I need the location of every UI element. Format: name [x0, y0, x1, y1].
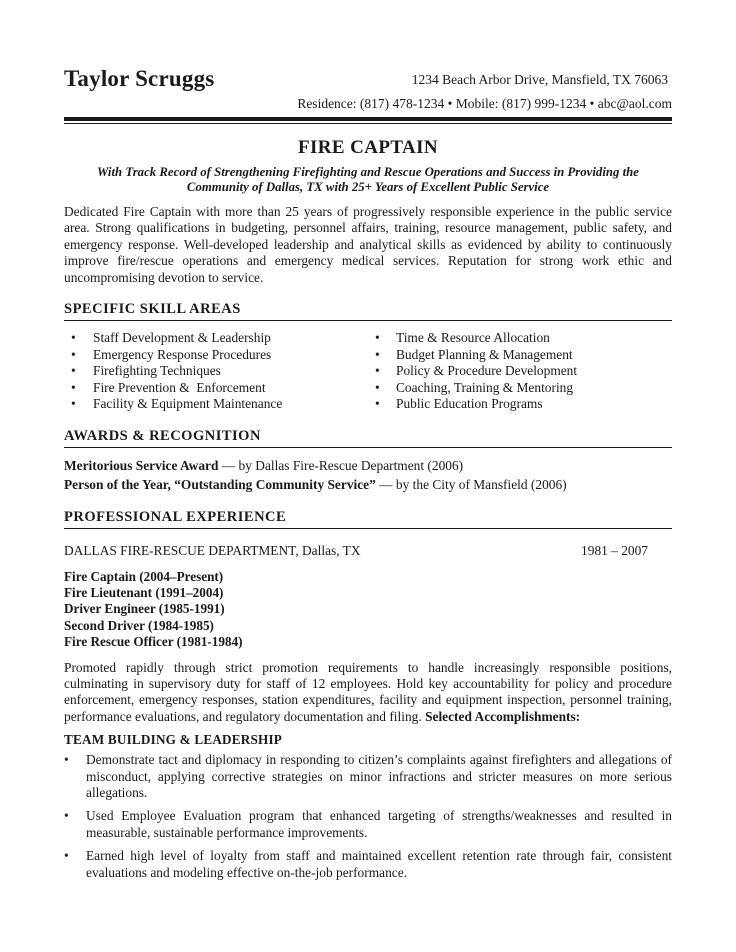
skill-item: • Coaching, Training & Mentoring: [375, 379, 574, 395]
skill-item: • Facility & Equipment Maintenance: [71, 396, 283, 412]
section-heading-experience: PROFESSIONAL EXPERIENCE: [64, 509, 672, 529]
award-name: Person of the Year, “Outstanding Community Service”: [64, 476, 376, 492]
header-rule-thin: [64, 123, 672, 124]
skills-column-left: [64, 330, 368, 413]
job-title: Second Driver (1984-1985): [64, 617, 214, 633]
bullet-icon: •: [71, 330, 76, 346]
bullet-icon: •: [375, 330, 380, 346]
skills-column-right: [368, 330, 672, 413]
skills-list: [64, 330, 672, 413]
job-title: Fire Rescue Officer (1981-1984): [64, 634, 243, 650]
skill-item: • Staff Development & Leadership: [71, 330, 271, 346]
job-title: Fire Captain (2004–Present): [64, 568, 224, 584]
resume-tagline: With Track Record of Strengthening Firefighting and Rescue Operations and Success in Providing the Community of Dallas, TX with 25+ Years of Excellent Public Service: [97, 165, 639, 194]
bullet-icon: •: [71, 363, 76, 379]
accomplishment-subheading: TEAM BUILDING & LEADERSHIP: [64, 732, 283, 748]
bullet-icon: •: [375, 346, 380, 362]
bullet-icon: •: [71, 346, 76, 362]
bullet-icon: •: [375, 363, 380, 379]
candidate-address: 1234 Beach Arbor Drive, Mansfield, TX 76063: [411, 72, 668, 87]
employer-row: [64, 543, 672, 561]
skill-item: • Budget Planning & Management: [375, 346, 573, 362]
summary-paragraph: Dedicated Fire Captain with more than 25 years of progressively responsible experience in the public service area. Strong qualifications in budgeting, personnel affairs, training, resource management, public safety, and emergency response. Well-developed leadership and analytical skills as evidenced by ability to continuously improve fire/rescue operations and emergency medical services. Reputation for strong work ethic and uncompromising devotion to service.: [64, 204, 672, 285]
job-title: Fire Lieutenant (1991–2004): [64, 584, 224, 600]
skill-item: • Firefighting Techniques: [71, 363, 221, 379]
award-name: Meritorious Service Award: [64, 457, 219, 473]
award-detail: — by the City of Mansfield (2006): [375, 476, 567, 492]
accomplishment-item: • Earned high level of loyalty from staff and maintained excellent retention rate through fair, consistent evaluations and modeling effective on-the-job performance.: [64, 848, 672, 880]
bullet-icon: •: [64, 808, 69, 824]
job-description: Promoted rapidly through strict promotion requirements to handle increasingly responsible positions, culminating in supervisory duty for staff of 12 employees. Hold key accountability for policy and procedure enforcement, emergency responses, station expenditures, facility and equipment inspection, personnel training, performance evaluations, and regulatory documentation and filing. Selected Accomplishments:: [64, 659, 672, 724]
bullet-icon: •: [71, 379, 76, 395]
award-detail: — by Dallas Fire-Rescue Department (2006): [218, 457, 464, 473]
accomplishment-item: • Used Employee Evaluation program that enhanced targeting of strengths/weaknesses and resulted in measurable, sustainable performance improvements.: [64, 808, 672, 840]
accomplishment-item: • Demonstrate tact and diplomacy in responding to citizen’s complaints against firefighters and allegations of misconduct, applying corrective strategies on minor infractions and stricter measures on more serious allegations.: [64, 752, 672, 800]
bullet-icon: •: [71, 396, 76, 412]
header-rule-thick: [64, 117, 672, 121]
awards-list: [64, 456, 672, 494]
candidate-name: Taylor Scruggs: [64, 66, 215, 91]
award-item: [64, 456, 672, 475]
resume-title: FIRE CAPTAIN: [297, 137, 439, 158]
skill-item: • Emergency Response Procedures: [71, 346, 272, 362]
bullet-icon: •: [64, 752, 69, 768]
skill-item: • Public Education Programs: [375, 396, 543, 412]
bullet-icon: •: [375, 396, 380, 412]
resume-content: [64, 66, 672, 888]
resume-header: [64, 66, 672, 94]
job-title: Driver Engineer (1985-1991): [64, 601, 225, 617]
award-item: [64, 475, 672, 494]
skill-item: • Fire Prevention & Enforcement: [71, 379, 266, 395]
skill-item: • Time & Resource Allocation: [375, 330, 550, 346]
candidate-contact: Residence: (817) 478-1234 • Mobile: (817) 999-1234 • abc@aol.com: [297, 96, 672, 111]
job-titles-list: [64, 569, 672, 651]
selected-accomplishments-label: Selected Accomplishments:: [425, 708, 581, 724]
bullet-icon: •: [375, 379, 380, 395]
employment-dates: 1981 – 2007: [581, 542, 648, 558]
skill-item: • Policy & Procedure Development: [375, 363, 578, 379]
accomplishments-list: [64, 752, 672, 881]
employer-name: DALLAS FIRE-RESCUE DEPARTMENT, Dallas, TX: [64, 542, 361, 558]
section-heading-skills: SPECIFIC SKILL AREAS: [64, 301, 672, 321]
section-heading-awards: AWARDS & RECOGNITION: [64, 428, 672, 448]
bullet-icon: •: [64, 848, 69, 864]
